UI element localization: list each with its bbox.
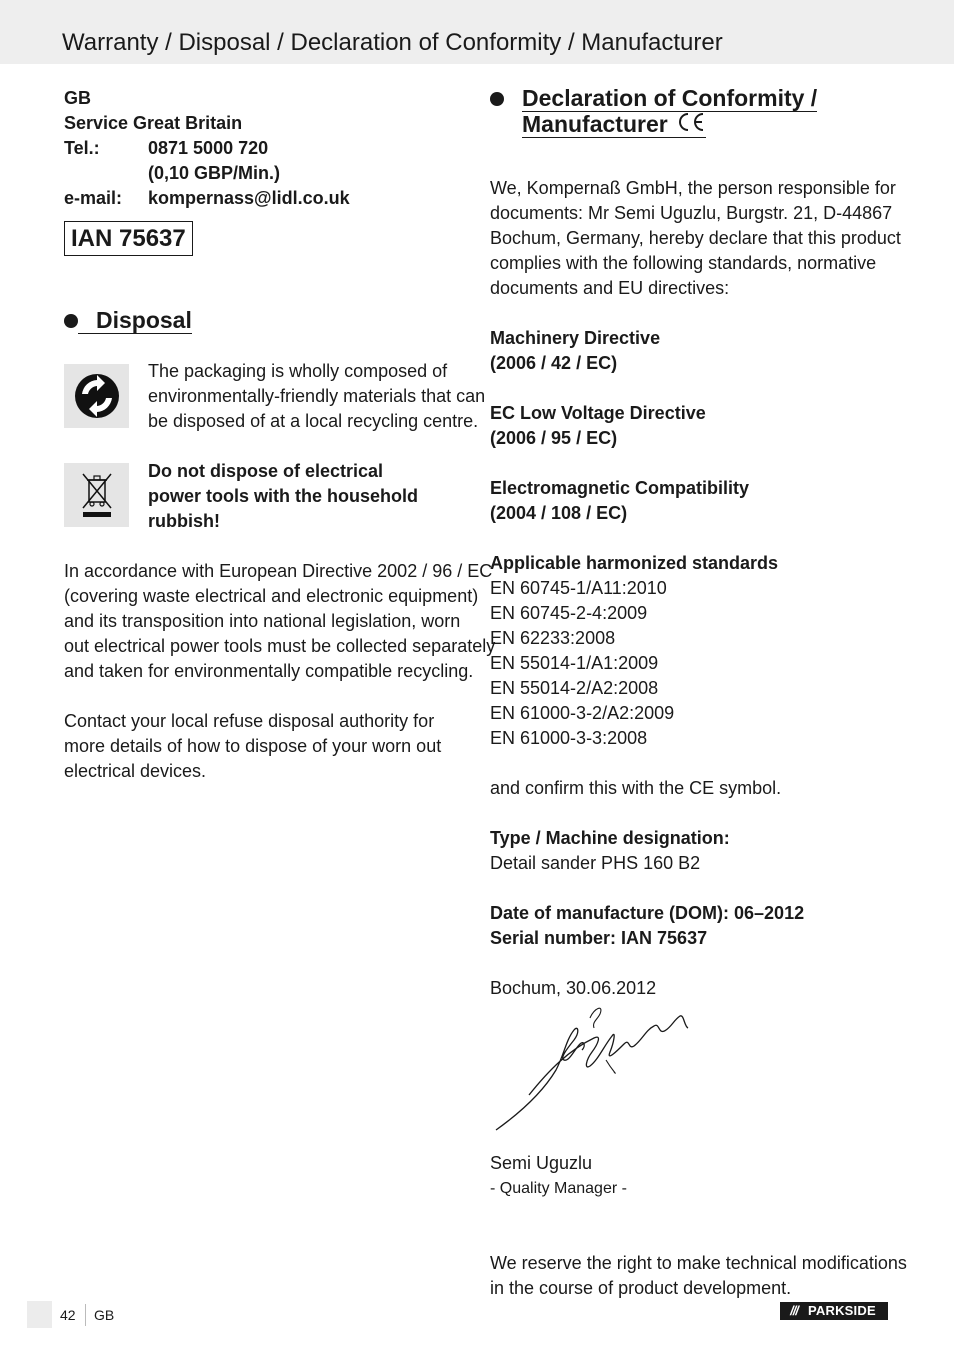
ian-box: IAN 75637 [64, 221, 193, 256]
signer-name: Semi Uguzlu [490, 1153, 593, 1173]
service-country: GB [64, 88, 91, 108]
email-row [64, 186, 469, 211]
bullet-icon [64, 314, 78, 328]
serial-number: Serial number: IAN 75637 [490, 928, 708, 948]
declaration-intro: We, Kompernaß GmbH, the person responsible for documents: Mr Semi Uguzlu, Burgstr. 21, D-44867 Bochum, Germany, hereby declare that this product complies with the following standards, normative documents and EU directives: [490, 178, 901, 298]
disposal-heading: Disposal [64, 308, 469, 334]
signer-role: - Quality Manager - [490, 1180, 627, 1197]
tel-row [64, 136, 469, 161]
lvd-title: EC Low Voltage Directive [490, 403, 706, 423]
emc-code: (2004 / 108 / EC) [490, 503, 628, 523]
signature-icon [494, 1000, 694, 1140]
email-value[interactable]: kompernass@lidl.co.uk [148, 188, 350, 208]
standard-item: EN 61000-3-3:2008 [490, 728, 648, 748]
tel-value: 0871 5000 720 [148, 138, 269, 158]
machinery-directive-title: Machinery Directive [490, 328, 661, 348]
page-title: Warranty / Disposal / Declaration of Conformity / Manufacturer [62, 29, 723, 56]
footer-marker [27, 1301, 52, 1328]
bullet-icon [490, 92, 504, 106]
left-column [64, 86, 496, 784]
standard-item: EN 55014-1/A1:2009 [490, 653, 659, 673]
weee-block [64, 459, 469, 534]
page-number: 42 [60, 1307, 76, 1323]
lvd-code: (2006 / 95 / EC) [490, 428, 618, 448]
declaration-heading: Declaration of Conformity / Manufacturer [490, 86, 900, 138]
type-value: Detail sander PHS 160 B2 [490, 853, 701, 873]
date-of-manufacture: Date of manufacture (DOM): 06–2012 [490, 903, 805, 923]
standard-item: EN 62233:2008 [490, 628, 616, 648]
parkside-logo [780, 1302, 888, 1320]
weee-warning: Do not dispose of electrical power tools with the household rubbish! [148, 461, 418, 531]
page-header [0, 0, 954, 64]
crossed-out-wheelie-bin-icon [64, 463, 129, 527]
ce-mark-icon [676, 112, 706, 137]
standards-title: Applicable harmonized standards [490, 553, 779, 573]
standard-item: EN 55014-2/A2:2008 [490, 678, 659, 698]
tel-price: (0,10 GBP/Min.) [148, 163, 281, 183]
email-label: e-mail: [64, 188, 123, 208]
place-date: Bochum, 30.06.2012 [490, 978, 657, 998]
directive-paragraph: In accordance with European Directive 2002 / 96 / EC (covering waste electrical and electronic equipment) and its transposition into national legislation, worn out electrical power tools must be collected separately and taken for environmentally compatible recycling. [64, 561, 496, 681]
machinery-directive-code: (2006 / 42 / EC) [490, 353, 618, 373]
tel-price-row [64, 161, 469, 186]
reserve-paragraph: We reserve the right to make technical modifications in the course of product development. [490, 1253, 907, 1298]
packaging-block [64, 359, 486, 434]
tel-label: Tel.: [64, 138, 100, 158]
packaging-text: The packaging is wholly composed of environmentally-friendly materials that can be disposed of at a local recycling centre. [148, 361, 486, 431]
standard-item: EN 60745-1/A11:2010 [490, 578, 667, 598]
standard-item: EN 60745-2-4:2009 [490, 603, 648, 623]
confirm-text: and confirm this with the CE symbol. [490, 778, 782, 798]
footer-divider [85, 1304, 86, 1326]
standard-item: EN 61000-3-2/A2:2009 [490, 703, 675, 723]
service-name: Service Great Britain [64, 113, 243, 133]
brand-slashes: /// [790, 1303, 798, 1318]
green-dot-recycling-icon [64, 364, 129, 428]
type-label: Type / Machine designation: [490, 828, 730, 848]
emc-title: Electromagnetic Compatibility [490, 478, 750, 498]
standards-list [490, 576, 900, 751]
contact-paragraph: Contact your local refuse disposal authority for more details of how to dispose of your worn out electrical devices. [64, 711, 442, 781]
brand-name: PARKSIDE [808, 1303, 876, 1318]
footer-language: GB [94, 1307, 115, 1323]
